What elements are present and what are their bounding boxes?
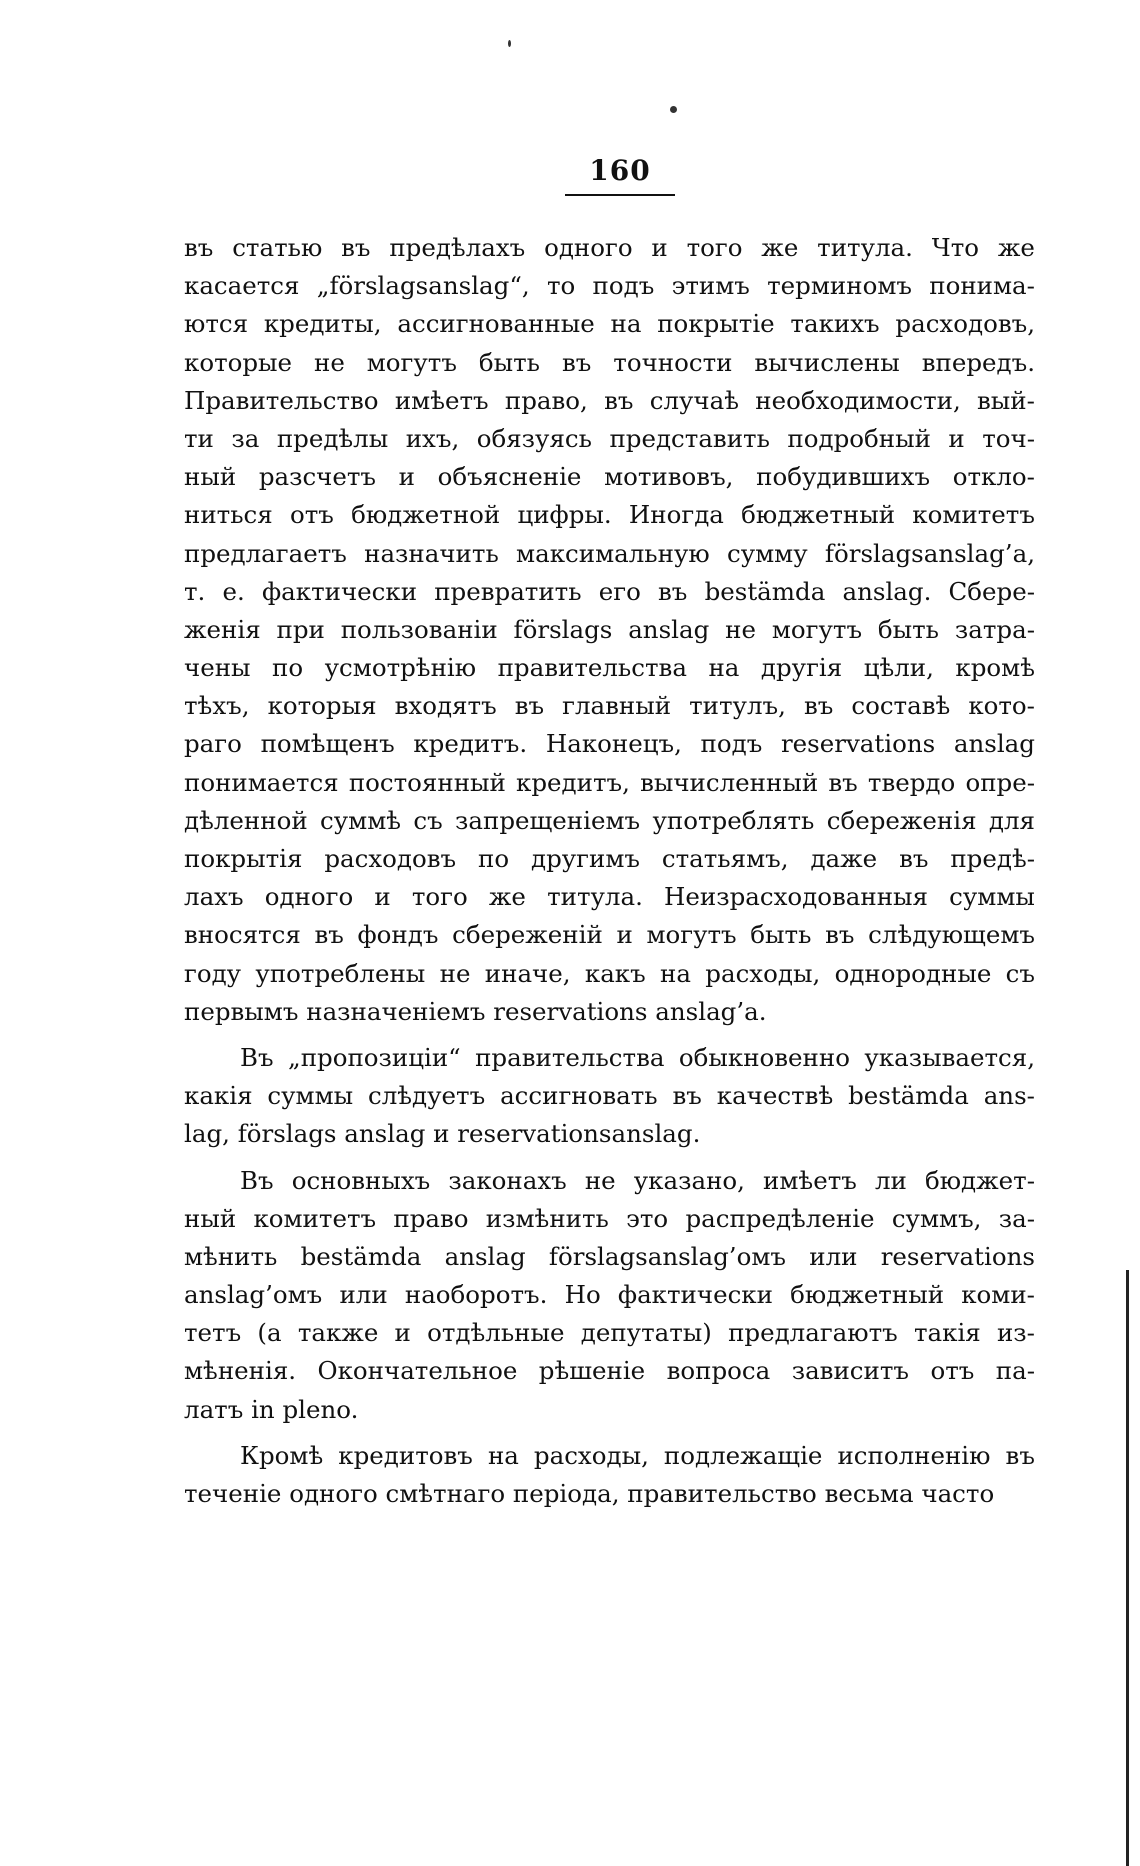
text-line: теченіе одного смѣтнаго періода, правительство весьма часто [184,1479,995,1508]
text-line: Въ „пропозиціи“ правительства обыкновенно указывается, [240,1042,1035,1072]
text-line: покрытія расходовъ по другимъ статьямъ, даже въ предѣ- [184,844,1035,873]
text-line: мѣнить bestämda anslag förslagsanslag’омъ или reservations [184,1241,1035,1271]
text-line: понимается постоянный кредитъ, вычисленный въ твердо опре- [184,767,1035,797]
text-line: году употреблены не иначе, какъ на расходы, однородные съ [184,958,1035,988]
paragraph-gap [184,1154,1035,1162]
text-line: Правительство имѣетъ право, въ случаѣ необходимости, вый- [184,385,1035,415]
paragraph-gap [184,1429,1035,1437]
text-line: anslag’омъ или наоборотъ. Но фактически бюджетный коми- [184,1280,1035,1310]
text-line: тетъ (а также и отдѣльные депутаты) предлагаютъ такія из- [184,1318,1035,1348]
text-line: лахъ одного и того же титула. Неизрасходованныя суммы [184,882,1035,912]
text-line: ный комитетъ право измѣнить это распредѣленіе суммъ, за- [184,1203,1035,1233]
paragraph [184,1437,1035,1513]
text-line: тѣхъ, которыя входятъ въ главный титулъ, въ составѣ кото- [184,691,1035,721]
page-edge-shadow [1126,1270,1129,1866]
text-line: предлагаетъ назначить максимальную сумму förslagsanslag’а, [184,538,1035,568]
text-line: ный разсчетъ и объясненіе мотивовъ, побудившихъ откло- [184,462,1035,492]
text-line: Въ основныхъ законахъ не указано, имѣетъ ли бюджет- [240,1165,1035,1195]
text-line: раго помѣщенъ кредитъ. Наконецъ, подъ reservations anslag [184,729,1035,759]
page-number: 160 [589,154,651,187]
text-line: ются кредиты, ассигнованные на покрытіе такихъ расходовъ, [184,309,1035,339]
text-line: касается „förslagsanslag“, то подъ этимъ терминомъ понима- [184,271,1035,301]
text-line: въ статью въ предѣлахъ одного и того же титула. Что же [184,233,1035,262]
text-line: какія суммы слѣдуетъ ассигновать въ качествѣ bestämda ans- [184,1081,1035,1111]
text-line: ниться отъ бюджетной цифры. Иногда бюджетный комитетъ [184,500,1035,530]
paragraph [184,229,1035,1031]
text-line: lag, förslags anslag и reservationsanslag. [184,1119,701,1149]
text-line: женія при пользованіи förslags anslag не могутъ быть затра- [184,614,1035,644]
text-line: первымъ назначеніемъ reservations anslag’а. [184,996,767,1026]
ink-speck [508,40,511,47]
paragraph [184,1039,1035,1154]
page-number-rule [565,194,675,196]
text-line: мѣненія. Окончательное рѣшеніе вопроса зависитъ отъ па- [184,1356,1035,1386]
text-line: Кромѣ кредитовъ на расходы, подлежащіе исполненію въ [240,1440,1035,1470]
paragraph [184,1162,1035,1429]
text-line: которые не могутъ быть въ точности вычислены впередъ. [184,347,1035,377]
ink-speck [670,106,677,113]
text-line: дѣленной суммѣ съ запрещеніемъ употреблять сбереженія для [184,805,1035,835]
text-line: т. е. фактически превратить его въ bestämda anslag. Сбере- [184,576,1035,606]
text-line: вносятся въ фондъ сбереженій и могутъ быть въ слѣдующемъ [184,920,1035,950]
body-text [184,229,1035,1513]
text-line: ти за предѣлы ихъ, обязуясь представить подробный и точ- [184,423,1035,453]
text-line: латъ in pleno. [184,1394,359,1424]
paragraph-gap [184,1031,1035,1039]
text-line: чены по усмотрѣнію правительства на другія цѣли, кромѣ [184,653,1035,683]
